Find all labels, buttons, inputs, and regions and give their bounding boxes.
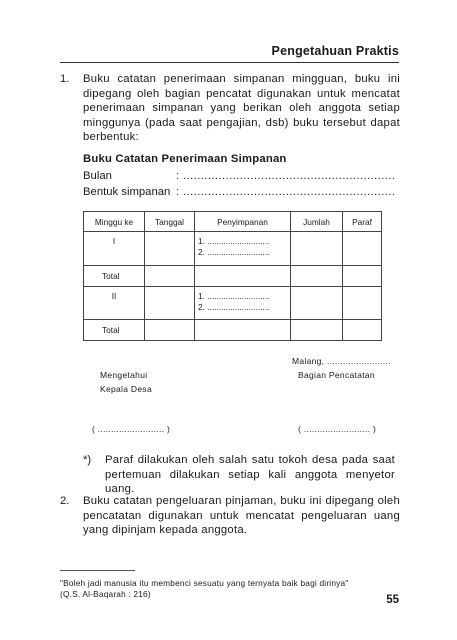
table-row (84, 232, 382, 266)
entry-line: 2. ........................... (198, 302, 270, 312)
deposit-cell (195, 287, 291, 320)
table-total-row (84, 320, 382, 341)
amount-cell (291, 320, 343, 341)
week-cell: II (84, 287, 145, 320)
note (60, 453, 395, 497)
amount-cell (291, 266, 343, 287)
initial-cell (343, 320, 382, 341)
initial-cell (343, 287, 382, 320)
deposit-cell (195, 266, 291, 287)
left-signer-role: Mengetahui (100, 370, 148, 380)
column-header: Penyimpanan (195, 212, 291, 232)
amount-cell (291, 232, 343, 266)
column-header: Minggu ke (84, 212, 145, 232)
initial-cell (343, 232, 382, 266)
column-header: Tanggal (145, 212, 195, 232)
week-cell: I (84, 232, 145, 266)
list-item-1 (60, 72, 400, 145)
total-label: Total (84, 266, 145, 287)
entry-line: 2. ........................... (198, 247, 270, 257)
table-header-row (84, 212, 382, 232)
date-cell (145, 287, 195, 320)
left-signature-line: ( ......................... ) (92, 424, 171, 434)
page-number: 55 (386, 594, 399, 606)
footnote-rule (60, 570, 135, 571)
right-signer-role: Bagian Pencatatan (298, 370, 375, 380)
savings-record-table (83, 211, 382, 341)
field-value: : ............................................................ (176, 170, 396, 182)
note-text: Paraf dilakukan oleh salah satu tokoh desa pada saat pertemuan dilakukan setiap kali anggota menyetor uang. (105, 454, 395, 495)
place-date: Malang, ........................ (292, 356, 391, 366)
field-value: : ............................................................ (176, 186, 396, 198)
item-text: Buku catatan penerimaan simpanan mingguan, buku ini dipegang oleh bagian pencatat digunakan untuk mencatat penerimaan simpanan yang berikan oleh anggota setiap minggunya (pada saat pengajian, dsb) buku tersebut dapat berbentuk: (83, 73, 400, 143)
field-label: Bulan (83, 170, 112, 182)
table-row (84, 287, 382, 320)
list-item-2 (60, 494, 400, 538)
column-header: Paraf (343, 212, 382, 232)
initial-cell (343, 266, 382, 287)
column-header: Jumlah (291, 212, 343, 232)
right-signature-line: ( ......................... ) (298, 424, 377, 434)
amount-cell (291, 287, 343, 320)
field-label: Bentuk simpanan (83, 186, 171, 198)
book-title: Buku Catatan Penerimaan Simpanan (83, 153, 287, 165)
table-total-row (84, 266, 382, 287)
deposit-cell (195, 232, 291, 266)
running-header: Pengetahuan Praktis (271, 44, 399, 58)
date-cell (145, 320, 195, 341)
total-label: Total (84, 320, 145, 341)
item-number: 1. (60, 73, 70, 85)
left-signer-title: Kepala Desa (100, 384, 152, 394)
item-number: 2. (60, 495, 70, 507)
entry-line: 1. ........................... (198, 291, 270, 301)
note-marker: *) (83, 454, 92, 466)
deposit-cell (195, 320, 291, 341)
item-text: Buku catatan pengeluaran pinjaman, buku ini dipegang oleh pencatatan digunakan untuk mencatat pengeluaran uang yang dipinjam kepada anggota. (83, 495, 400, 536)
date-cell (145, 266, 195, 287)
date-cell (145, 232, 195, 266)
header-rule (60, 62, 399, 63)
footnote-quote: "Boleh jadi manusia itu membenci sesuatu yang ternyata baik bagi dirinya" (Q.S. Al-Baqarah : 216) (60, 578, 349, 599)
entry-line: 1. ........................... (198, 236, 270, 246)
